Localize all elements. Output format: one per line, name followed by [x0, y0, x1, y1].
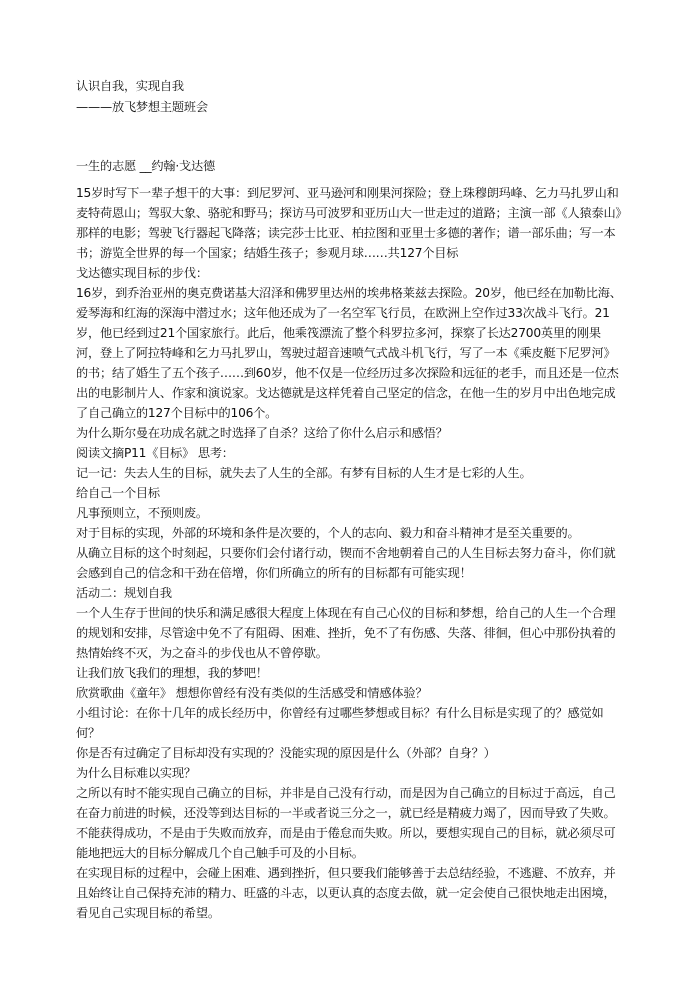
- paragraph-remember: 记一记：失去人生的目标，就失去了人生的全部。有梦有目标的人生才是七彩的人生。: [76, 466, 532, 480]
- paragraph-goddard-steps: 16岁，到乔治亚州的奥克费诺基大沼泽和佛罗里达州的埃弗格莱兹去探险。20岁，他已经在加勒比海、爱琴海和红海的深海中潜过水；这年他还成为了一名空军飞行员，在欧洲上空作过33次战斗飞行。21岁，他已经到过21个国家旅行。此后，他乘筏漂流了整个科罗拉多河，探察了长达2700英里的刚果河，登上了阿拉特峰和乞力马扎罗山，驾驶过超音速喷气式战斗机飞行，写了一本《乘皮艇下尼罗河》的书；结了婚生了五个孩子……到60岁，他不仅是一位经历过多次探险和远征的老手，而且还是一位杰出的电影制片人、作家和演说家。戈达德就是这样凭着自己坚定的信念，在他一生的岁月中出色地完成了自己确立的127个目标中的106个。: [76, 286, 622, 420]
- paragraph-overcome-difficulty: 在实现目标的过程中，会碰上困难、遇到挫折，但只要我们能够善于去总结经验，不逃避、不放弃，并且始终让自己保持充沛的精力、旺盛的斗志，以更认真的态度去做，就一定会使自己很快地走出困境，看见自己实现目标的希望。: [76, 866, 616, 920]
- paragraph-proverb: 凡事预则立，不预则废。: [76, 506, 208, 520]
- paragraph-high-goals: 之所以有时不能实现自己确立的目标，并非是自己没有行动，而是因为自己确立的目标过于高远，自己在奋力前进的时候，还没等到达目标的一半或者说三分之一，就已经是精疲力竭了，因而导致了失败。: [76, 786, 616, 820]
- paragraph-split-goals: 不能获得成功，不是由于失败而放弃，而是由于倦怠而失败。所以，要想实现自己的目标，就必须尽可能地把远大的目标分解成几个自己触手可及的小目标。: [76, 826, 616, 860]
- paragraph-goal-importance: 对于目标的实现，外部的环境和条件是次要的，个人的志向、毅力和奋斗精神才是至关重要的。: [76, 526, 580, 540]
- paragraph-goal-action: 从确立目标的这个时刻起，只要你们会付诸行动，锲而不舍地朝着自己的人生目标去努力奋斗，你们就会感到自己的信念和干劲在倍增，你们所确立的所有的目标都有可能实现！: [76, 546, 616, 580]
- paragraph-reading-reference: 阅读文摘P11《目标》 思考：: [76, 446, 234, 460]
- paragraph-activity-two: 活动二：规划自我: [76, 586, 172, 600]
- paragraph-give-goal: 给自己一个目标: [76, 486, 160, 500]
- section-heading-life-wish: 一生的志愿 __约翰·戈达德: [76, 159, 216, 173]
- paragraph-release-dream: 让我们放飞我们的理想，我的梦吧！: [76, 666, 268, 680]
- paragraph-question-suicide: 为什么斯尔曼在功成名就之时选择了自杀？这给了你什么启示和感悟？: [76, 426, 448, 440]
- paragraph-song-childhood: 欣赏歌曲《童年》 想想你曾经有没有类似的生活感受和情感体验？: [76, 686, 428, 700]
- document-content: [76, 76, 624, 923]
- paragraph-group-discussion: 小组讨论：在你十几年的成长经历中，你曾经有过哪些梦想或目标？有什么目标是实现了的？感觉如何？: [76, 706, 604, 740]
- paragraph-goals-list: 15岁时写下一辈子想干的大事：到尼罗河、亚马逊河和刚果河探险；登上珠穆朗玛峰、乞力马扎罗山和麦特荷恩山；驾驭大象、骆驼和野马；探访马可波罗和亚历山大一世走过的道路；主演一部《人猿泰山》那样的电影；驾驶飞行器起飞降落；读完莎士比亚、柏拉图和亚里士多德的著作；谱一部乐曲；写一本书；游览全世界的每一个国家；结婚生孩子；参观月球……共127个目标: [76, 186, 622, 260]
- paragraph-unrealized-goal: 你是否有过确定了目标却没有实现的？没能实现的原因是什么（外部？自身？）: [76, 746, 496, 760]
- document-title: 认识自我，实现自我: [76, 79, 184, 93]
- document-subtitle: ———放飞梦想主题班会: [76, 100, 208, 114]
- paragraph-life-plan: 一个人生存于世间的快乐和满足感很大程度上体现在有自己心仪的目标和梦想，给自己的人生一个合理的规划和安排，尽管途中免不了有阻碍、困难、挫折，免不了有伤感、失落、徘徊，但心中那份执着的热情始终不灭，为之奋斗的步伐也从不曾停歇。: [76, 606, 616, 660]
- paragraph-steps-heading: 戈达德实现目标的步伐：: [76, 266, 208, 280]
- paragraph-why-hard: 为什么目标难以实现？: [76, 766, 196, 780]
